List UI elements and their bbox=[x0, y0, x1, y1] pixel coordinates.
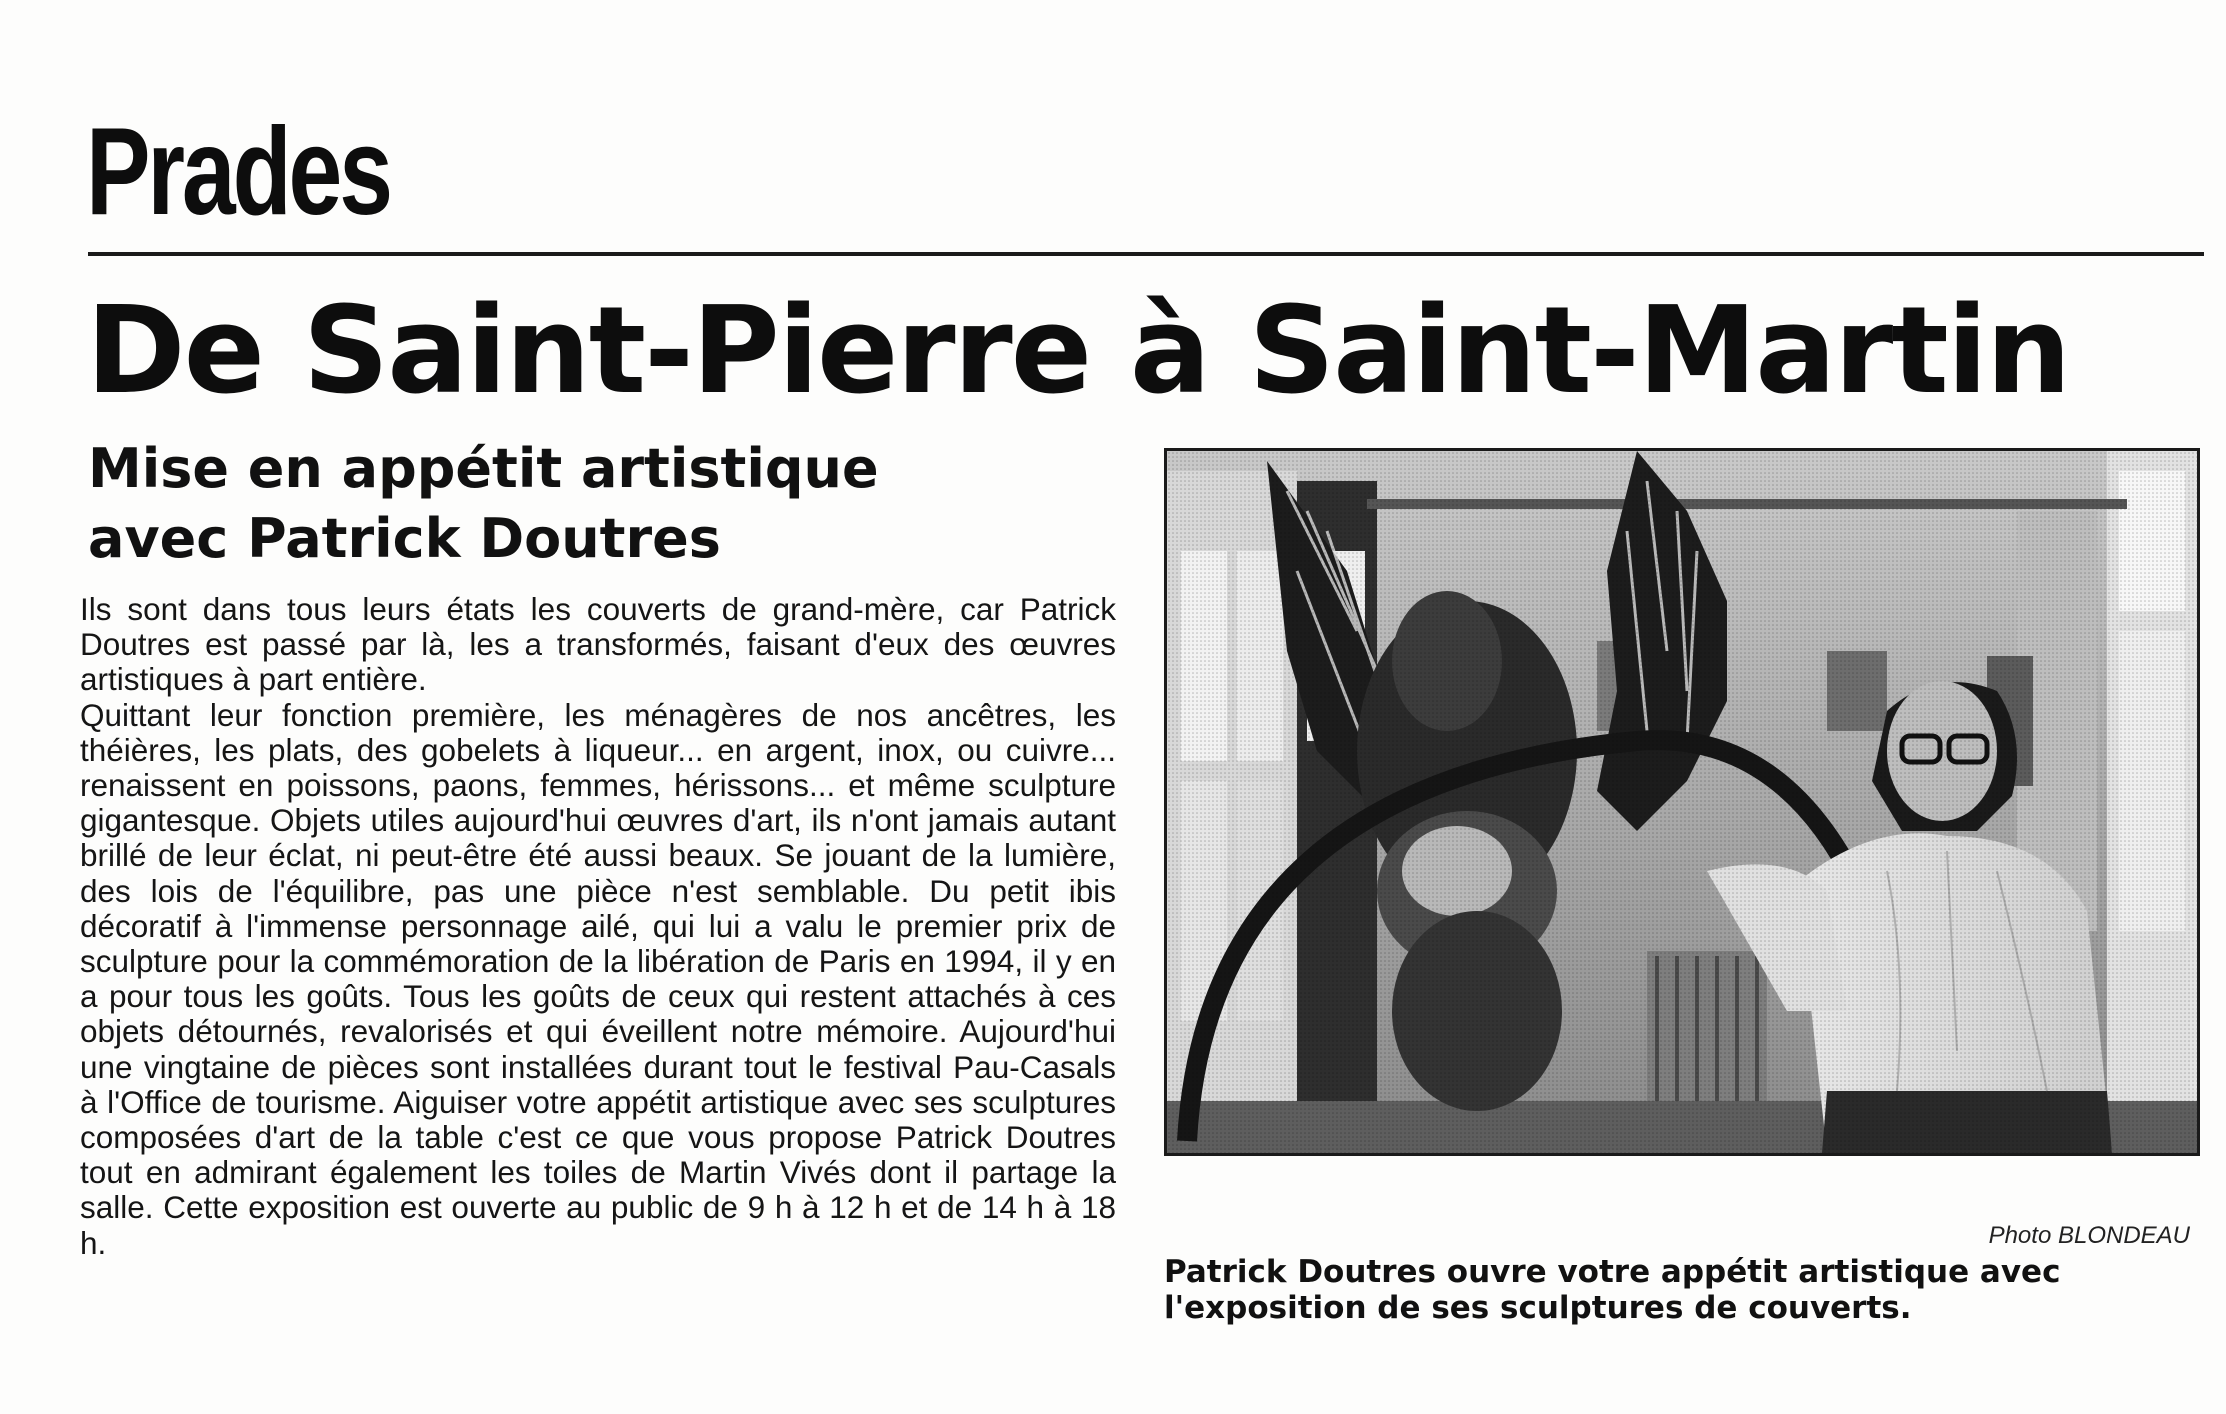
section-rule bbox=[88, 252, 2204, 256]
article-paragraph-1: Ils sont dans tous leurs états les couverts de grand-mère, car Patrick Doutres est passé par là, les a transformés, faisant d'eux des œuvres artistiques à part entière. bbox=[80, 591, 1116, 698]
article-paragraph-2: Quittant leur fonction première, les ménagères de nos ancêtres, les théières, les plats, des gobelets à liqueur... en argent, inox, ou cuivre... renaissent en poissons, paons, femmes, hérissons... et même sculpture gigantesque. Objets utiles aujourd'hui œuvres d'art, ils n'ont jamais autant brillé de leur éclat, ni peut-être été aussi beaux. Se jouant de la lumière, des lois de l'équilibre, pas une pièce n'est semblable. Du petit ibis décoratif à l'immense personnage ailé, qui lui a valu le premier prix de sculpture pour la commémoration de la libération de Paris en 1994, il y en a pour tous les goûts. Tous les goûts de ceux qui restent attachés à ces objets détournés, revalorisés et qui éveillent notre mémoire. Aujourd'hui une vingtaine de pièces sont installées durant tout le festival Pau-Casals à l'Office de tourisme. Aiguiser votre appétit artistique avec ses sculptures composées d'art de la table c'est ce que vous propose Patrick Doutres tout en admirant également les toiles de Martin Vivés dont il partage la salle. Cette exposition est ouverte au public de 9 h à 12 h et de 14 h à 18 h. bbox=[80, 696, 1116, 1261]
photo-caption: Patrick Doutres ouvre votre appétit artistique avec l'exposition de ses sculptures de couverts. bbox=[1164, 1254, 2061, 1326]
subheadline-line-2: avec Patrick Doutres bbox=[88, 507, 721, 570]
article-photo bbox=[1164, 448, 2200, 1156]
article-body bbox=[80, 592, 1116, 1261]
photo-credit: Photo BLONDEAU bbox=[1988, 1222, 2190, 1249]
subheadline bbox=[88, 434, 1088, 574]
section-title: Prades bbox=[86, 103, 390, 241]
subheadline-line-1: Mise en appétit artistique bbox=[88, 437, 879, 500]
headline: De Saint-Pierre à Saint-Martin bbox=[86, 282, 2070, 421]
